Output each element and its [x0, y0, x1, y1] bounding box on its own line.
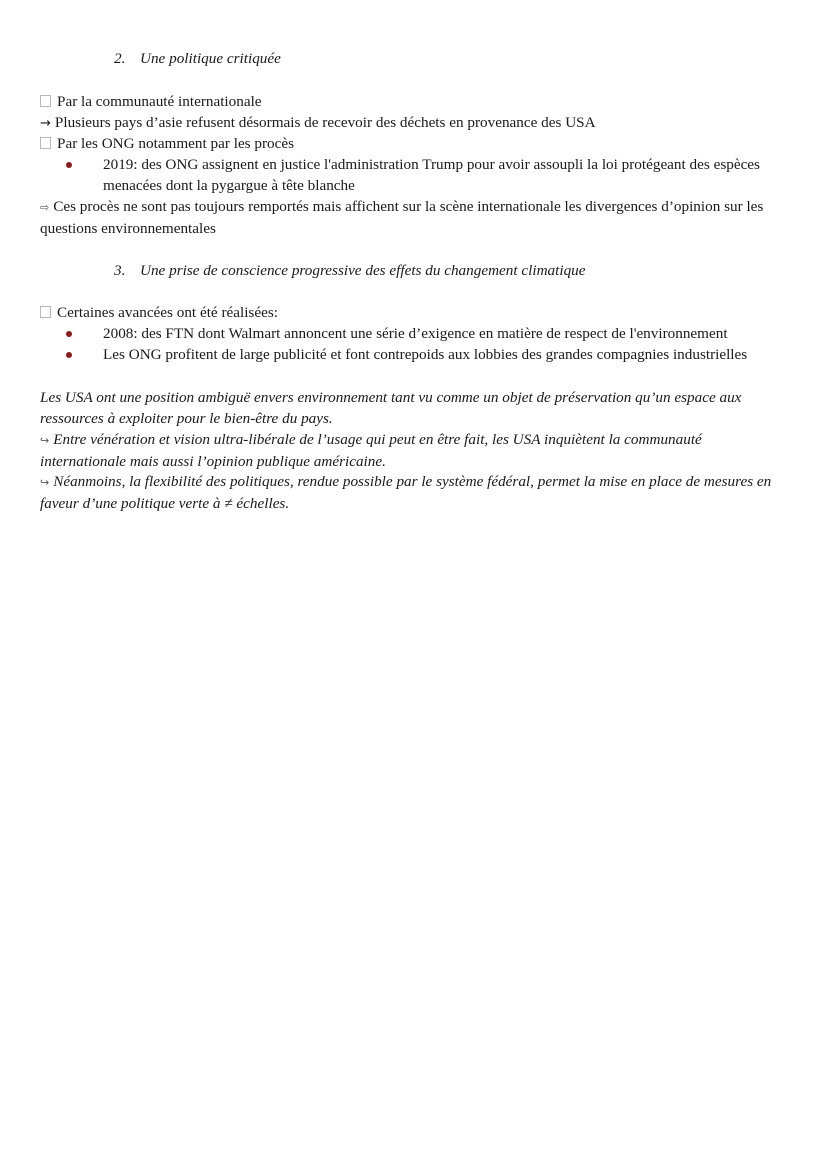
right-arrow-icon: → — [40, 116, 51, 131]
bullet-2008-text: 2008: des FTN dont Walmart annoncent une série d’exigence en matière de respect de l'environnement — [103, 325, 728, 342]
item-asia — [40, 112, 790, 134]
bullet-ong-publicity — [66, 344, 786, 365]
item-ong — [40, 133, 790, 154]
conclusion-paragraph — [40, 196, 790, 239]
summary-para2-text: Entre vénération et vision ultra-libérale de l’usage qui peut en être fait, les USA inquiètent la communauté internationale mais aussi l’opinion publique américaine. — [40, 431, 702, 470]
bullet-2019-text: 2019: des ONG assignent en justice l'administration Trump pour avoir assoupli la loi protégeant des espèces menacées dont la pygargue à tête blanche — [103, 156, 760, 194]
item-avancees-text: Certaines avancées ont été réalisées: — [57, 304, 278, 321]
section-3-heading — [114, 260, 586, 281]
summary-para1-text: Les USA ont une position ambiguë envers environnement tant vu comme un objet de préservation qu’un espace aux ressources à exploiter pour le bien-être du pays. — [40, 389, 742, 427]
section-2-heading — [114, 48, 281, 69]
checkbox-icon — [40, 95, 51, 107]
bullet-dot-icon — [66, 162, 72, 168]
item-ong-text: Par les ONG notamment par les procès — [57, 135, 295, 152]
summary-paragraph-3 — [40, 471, 790, 514]
bullet-dot-icon — [66, 352, 72, 358]
item-international — [40, 91, 790, 112]
section-3-number: 3. — [114, 262, 126, 279]
section-2-number: 2. — [114, 50, 126, 67]
bullet-2008 — [66, 323, 786, 344]
hook-arrow-icon: ↪ — [40, 434, 50, 447]
item-asia-text: Plusieurs pays d’asie refusent désormais de recevoir des déchets en provenance des USA — [54, 114, 596, 131]
item-avancees — [40, 302, 790, 323]
section-2-title: Une politique critiquée — [140, 50, 281, 67]
item-international-text: Par la communauté internationale — [57, 93, 262, 110]
checkbox-icon — [40, 137, 51, 149]
bullet-ong-text: Les ONG profitent de large publicité et font contrepoids aux lobbies des grandes compagnies industrielles — [103, 346, 748, 363]
section-3-title: Une prise de conscience progressive des effets du changement climatique — [140, 262, 586, 279]
summary-para3-text: Néanmoins, la flexibilité des politiques, rendue possible par le système fédéral, permet la mise en place de mesures en faveur d’une politique verte à ≠ échelles. — [40, 473, 772, 512]
summary-paragraph-1 — [40, 387, 790, 429]
hollow-arrow-icon: ⇨ — [40, 201, 50, 214]
summary-paragraph-2 — [40, 429, 790, 472]
conclusion-text: Ces procès ne sont pas toujours remportés mais affichent sur la scène internationale les divergences d’opinion sur les questions environnementales — [40, 198, 764, 237]
bullet-dot-icon — [66, 331, 72, 337]
hook-arrow-icon: ↪ — [40, 476, 50, 489]
bullet-2019 — [66, 154, 786, 196]
checkbox-icon — [40, 306, 51, 318]
